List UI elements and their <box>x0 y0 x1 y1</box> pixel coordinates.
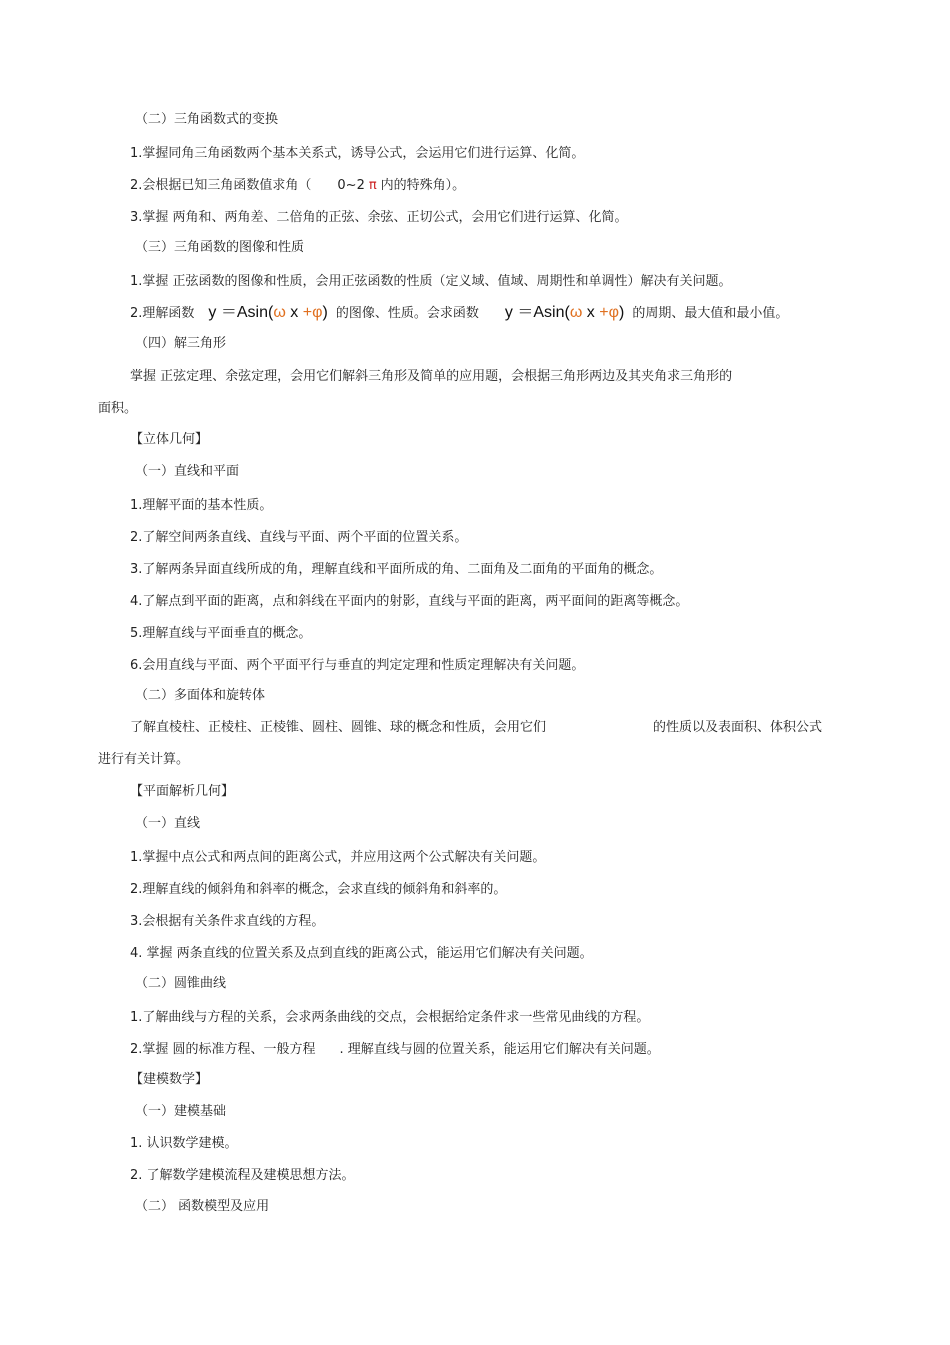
phi-symbol: +φ <box>302 304 323 321</box>
chapter-heading: 【立体几何】 <box>130 432 209 447</box>
list-item: 1. 认识数学建模。 <box>130 1136 238 1151</box>
list-item: 4.了解点到平面的距离，点和斜线在平面内的射影，直线与平面的距离，两平面间的距离等概念。 <box>130 594 689 609</box>
list-item: 2.了解空间两条直线、直线与平面、两个平面的位置关系。 <box>130 530 468 545</box>
list-item: 1.理解平面的基本性质。 <box>130 498 273 513</box>
section-heading: （四）解三角形 <box>135 336 227 351</box>
list-item: 2.理解直线的倾斜角和斜率的概念，会求直线的倾斜角和斜率的。 <box>130 882 507 897</box>
chapter-heading: 【建模数学】 <box>130 1072 209 1087</box>
text-span: 0~2 <box>337 178 365 193</box>
text-span: 2.会根据已知三角函数值求角（ <box>130 178 312 193</box>
section-heading: （二）多面体和旋转体 <box>135 688 266 703</box>
list-item: 1.掌握 正弦函数的图像和性质，会用正弦函数的性质（定义域、值域、周期性和单调性）解决有关问题。 <box>130 274 732 289</box>
chapter-heading: 【平面解析几何】 <box>130 784 235 799</box>
list-item: 2. 了解数学建模流程及建模思想方法。 <box>130 1168 355 1183</box>
section-heading: （一）直线和平面 <box>135 464 240 479</box>
formula <box>505 304 624 321</box>
list-item: 1.了解曲线与方程的关系，会求两条曲线的交点，会根据给定条件求一些常见曲线的方程。 <box>130 1010 650 1025</box>
paragraph: 了解直棱柱、正棱柱、正棱锥、圆柱、圆锥、球的概念和性质，会用它们 <box>130 720 547 735</box>
pi-symbol: π <box>368 178 377 193</box>
section-heading: （二）圆锥曲线 <box>135 976 227 991</box>
section-heading: （三）三角函数的图像和性质 <box>135 240 305 255</box>
section-heading: （一）建模基础 <box>135 1104 227 1119</box>
paragraph: 掌握 正弦定理、余弦定理，会用它们解斜三角形及简单的应用题，会根据三角形两边及其夹角求三角形的 <box>130 369 733 384</box>
list-item <box>130 1041 660 1059</box>
list-item: 4. 掌握 两条直线的位置关系及点到直线的距离公式，能运用它们解决有关问题。 <box>130 946 593 961</box>
paragraph: 面积。 <box>98 401 138 416</box>
formula <box>208 304 327 321</box>
section-heading: （二） 函数模型及应用 <box>135 1199 270 1214</box>
list-item: 5.理解直线与平面垂直的概念。 <box>130 626 312 641</box>
list-item <box>130 304 788 323</box>
list-item: 3.了解两条异面直线所成的角，理解直线和平面所成的角、二面角及二面角的平面角的概念。 <box>130 562 663 577</box>
text-span: 的周期、最大值和最小值。 <box>632 306 789 321</box>
list-item <box>130 177 465 195</box>
list-item: 1.掌握中点公式和两点间的距离公式，并应用这两个公式解决有关问题。 <box>130 850 546 865</box>
phi-symbol: +φ <box>599 304 619 321</box>
list-item: 1.掌握同角三角函数两个基本关系式，诱导公式，会运用它们进行运算、化简。 <box>130 146 585 161</box>
section-heading: （二）三角函数式的变换 <box>135 112 279 127</box>
text-span: 的图像、性质。会求函数 <box>335 306 479 321</box>
formula-part: ) <box>322 304 328 321</box>
text-span: 2.理解函数 <box>130 306 195 321</box>
paragraph: 的性质以及表面积、体积公式 <box>653 720 823 735</box>
section-heading: （一）直线 <box>135 816 201 831</box>
paragraph: 进行有关计算。 <box>98 752 190 767</box>
text-span: 2.掌握 圆的标准方程、一般方程 <box>130 1042 316 1057</box>
formula-part: y ＝Asin( <box>208 304 274 321</box>
text-span: . 理解直线与圆的位置关系，能运用它们解决有关问题。 <box>339 1042 660 1057</box>
formula-part: y ＝Asin( <box>504 304 570 321</box>
omega-symbol: ω <box>273 304 286 321</box>
text-span: 内的特殊角）。 <box>380 178 466 193</box>
list-item: 6.会用直线与平面、两个平面平行与垂直的判定定理和性质定理解决有关问题。 <box>130 658 585 673</box>
list-item: 3.会根据有关条件求直线的方程。 <box>130 914 325 929</box>
list-item: 3.掌握 两角和、两角差、二倍角的正弦、余弦、正切公式，会用它们进行运算、化简。 <box>130 210 628 225</box>
formula-part: x <box>586 304 595 321</box>
omega-symbol: ω <box>569 304 583 321</box>
formula-part: ) <box>618 304 625 321</box>
formula-part: x <box>290 304 299 321</box>
